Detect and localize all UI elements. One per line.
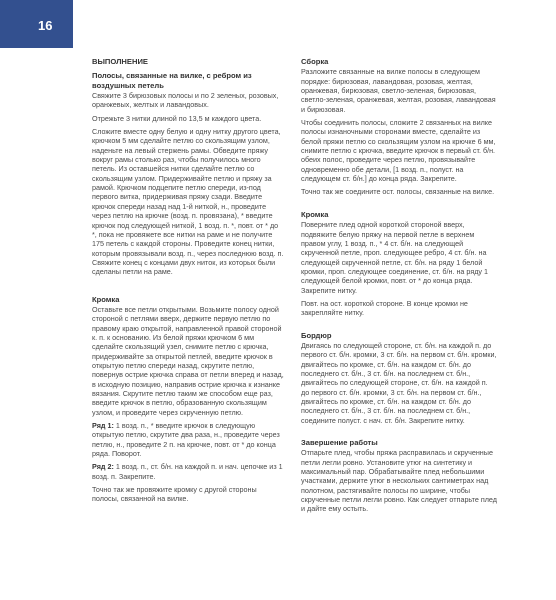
section-title-edge-right: Кромка	[301, 209, 329, 219]
row-2	[92, 462, 284, 481]
page-number-box	[0, 0, 73, 48]
row-2-label: Ряд 2:	[92, 462, 114, 472]
paragraph: Повт. на ост. короткой стороне. В конце кромки не закрепляйте нитку.	[301, 298, 468, 318]
paragraph: Разложите связанные на вилке полосы в следующем порядке: бирюзовая, лавандовая, розовая, желтая, оранжевая, бирюзовая, светло-зеленая, бирюзовая, светло-зеленая, оранжевая, желтая, розовая, лавандовая и бирюзовая.	[301, 67, 496, 114]
section-title-finish: Завершение работы	[301, 438, 378, 448]
main-title: ВЫПОЛНЕНИЕ	[92, 57, 148, 66]
page-number: 16	[38, 18, 53, 33]
row-1-text: 1 возд. п., * введите крючок в следующую открытую петлю, скрутите два раза, н., проведите через петлю, н., проведите 2 п. на крючке, повт. от * до конца ряда. Поворот.	[92, 421, 280, 459]
paragraph: Точно так же соедините ост. полосы, связанные на вилке.	[301, 187, 495, 197]
right-column	[301, 57, 497, 518]
row-2-text: 1 возд. п., ст. б/н. на каждой п. и нач. цепочке из 1 возд. п. Закрепите.	[92, 462, 283, 481]
row-1	[92, 421, 284, 458]
paragraph: Оставьте все петли открытыми. Возьмите полосу одной стороной с петлями вверх, держите первую петлю по правому краю открытой, направленной правой стороной к. п. к основанию. Из белой пряжи крючком 6 мм сделайте скользящий узел, снимите петлю с крючка, придерживайте за открытой петлей, введите крючок в открытую петлю спереди назад, скрутите петлю, повернув острие крючка справа от петли вперед и назад, в исходную позицию, направив острие крючка к изнанке вязания. Скрутите петлю таким же способом еще раз, введите крючок в петлю, образованную скользящим узлом, и проведите через скрученную петлю.	[92, 304, 284, 417]
paragraph: Сложите вместе одну белую и одну нитку другого цвета, крючком 5 мм сделайте петлю со скользящим узлом, наденьте на левый стержень рамы. Обведите пряжу вокруг рамы столько раз, чтобы получилось много петель. Из оставшейся нитки сделайте петлю со скользящим узлом. Придерживайте петлю и пряжу за рамой. Крючком подцепите петлю спереди, из-под первого витка, придерживая пряжу сзади. Введите крючок спереди назад над 1-й ниткой, н., проведите через петлю на крючке (возд. п. провязана), * введите крючок под следующей ниткой, 1 возд. п. *, повт. от * до *, пока не провяжете все нитки на раме и не получите 175 петель с каждой стороны. Проведите конец нитки, которым провязывали возд. п., через последнюю возд. п. Свяжите конец с концами двух ниток, из которых были сделаны петли на раме.	[92, 127, 284, 277]
section-title-strips: Полосы, связанные на вилке, с ребром из воздушных петель	[92, 71, 252, 90]
paragraph: Отрежьте 3 нитки длиной по 13,5 м каждого цвета.	[92, 113, 262, 123]
paragraph: Двигаясь по следующей стороне, ст. б/н. на каждой п. до первого ст. б/н. кромки, 3 ст. б/н. на первом ст. б/н. кромки, двигайтесь по кромке, ст. б/н. на каждом ст. б/н. до последнего ст. б/н., 3 ст. б/н. на последнем ст. б/н., двигайтесь по следующей стороне, ст. б/н. на каждой п. до первого ст. б/н. кромки, 3 ст. б/н. на первом ст. б/н., двигайтесь по кромке, ст. б/н. на каждом ст. б/н. до последнего ст. б/н., 3 ст. б/н. на последнем ст. б/н., соедините полуст. с нач. ст. б/н. Закрепите нитку.	[301, 340, 497, 425]
paragraph: Чтобы соединить полосы, сложите 2 связанных на вилке полосы изнаночными сторонами вместе, сделайте из белой пряжи петлю со скользящим узлом на крючке 6 мм, снимите петлю с крючка, введите крючок в первый ст. б/н. обеих полос, проведите через петлю, провязывайте одновременно обе детали, [1 возд. п., полуст. на следующем ст. б/н.] до конца ряда. Закрепите.	[301, 118, 496, 184]
paragraph: Поверните плед одной короткой стороной вверх, подвяжите белую пряжу на первой петле в верхнем правом углу, 1 возд. п., * 4 ст. б/н. на следующей скрученной петле, проп. следующее ребро, 4 ст. б/н. на следующей скрученной петле, ст. б/н. на ряду 1 белой кромки, проп. следующее соединение, ст. б/н. на ряду 1 следующей белой кромки, повт. от * до конца ряда. Закрепите нитку.	[301, 220, 489, 295]
section-title-border: Бордюр	[301, 330, 332, 340]
section-title-edge: Кромка	[92, 294, 120, 304]
section-title-assembly: Сборка	[301, 57, 329, 66]
left-column	[92, 57, 284, 508]
closing-paragraph: Точно так же провяжите кромку с другой стороны полосы, связанной на вилке.	[92, 485, 257, 504]
paragraph: Отпарьте плед, чтобы пряжа расправилась и скрученные петли легли ровно. Установите утюг на синтетику и максимальный пар. Обрабатывайте плед небольшими участками, держите утюг в нескольких сантиметрах над полотном, растягивайте полосы по ширине, чтобы скрученные петли легли ровно. Как следует отпарьте плед и дайте ему остыть.	[301, 448, 497, 514]
row-1-label: Ряд 1:	[92, 421, 114, 431]
paragraph: Свяжите 3 бирюзовых полосы и по 2 зеленых, розовых, оранжевых, желтых и лавандовых.	[92, 91, 279, 110]
